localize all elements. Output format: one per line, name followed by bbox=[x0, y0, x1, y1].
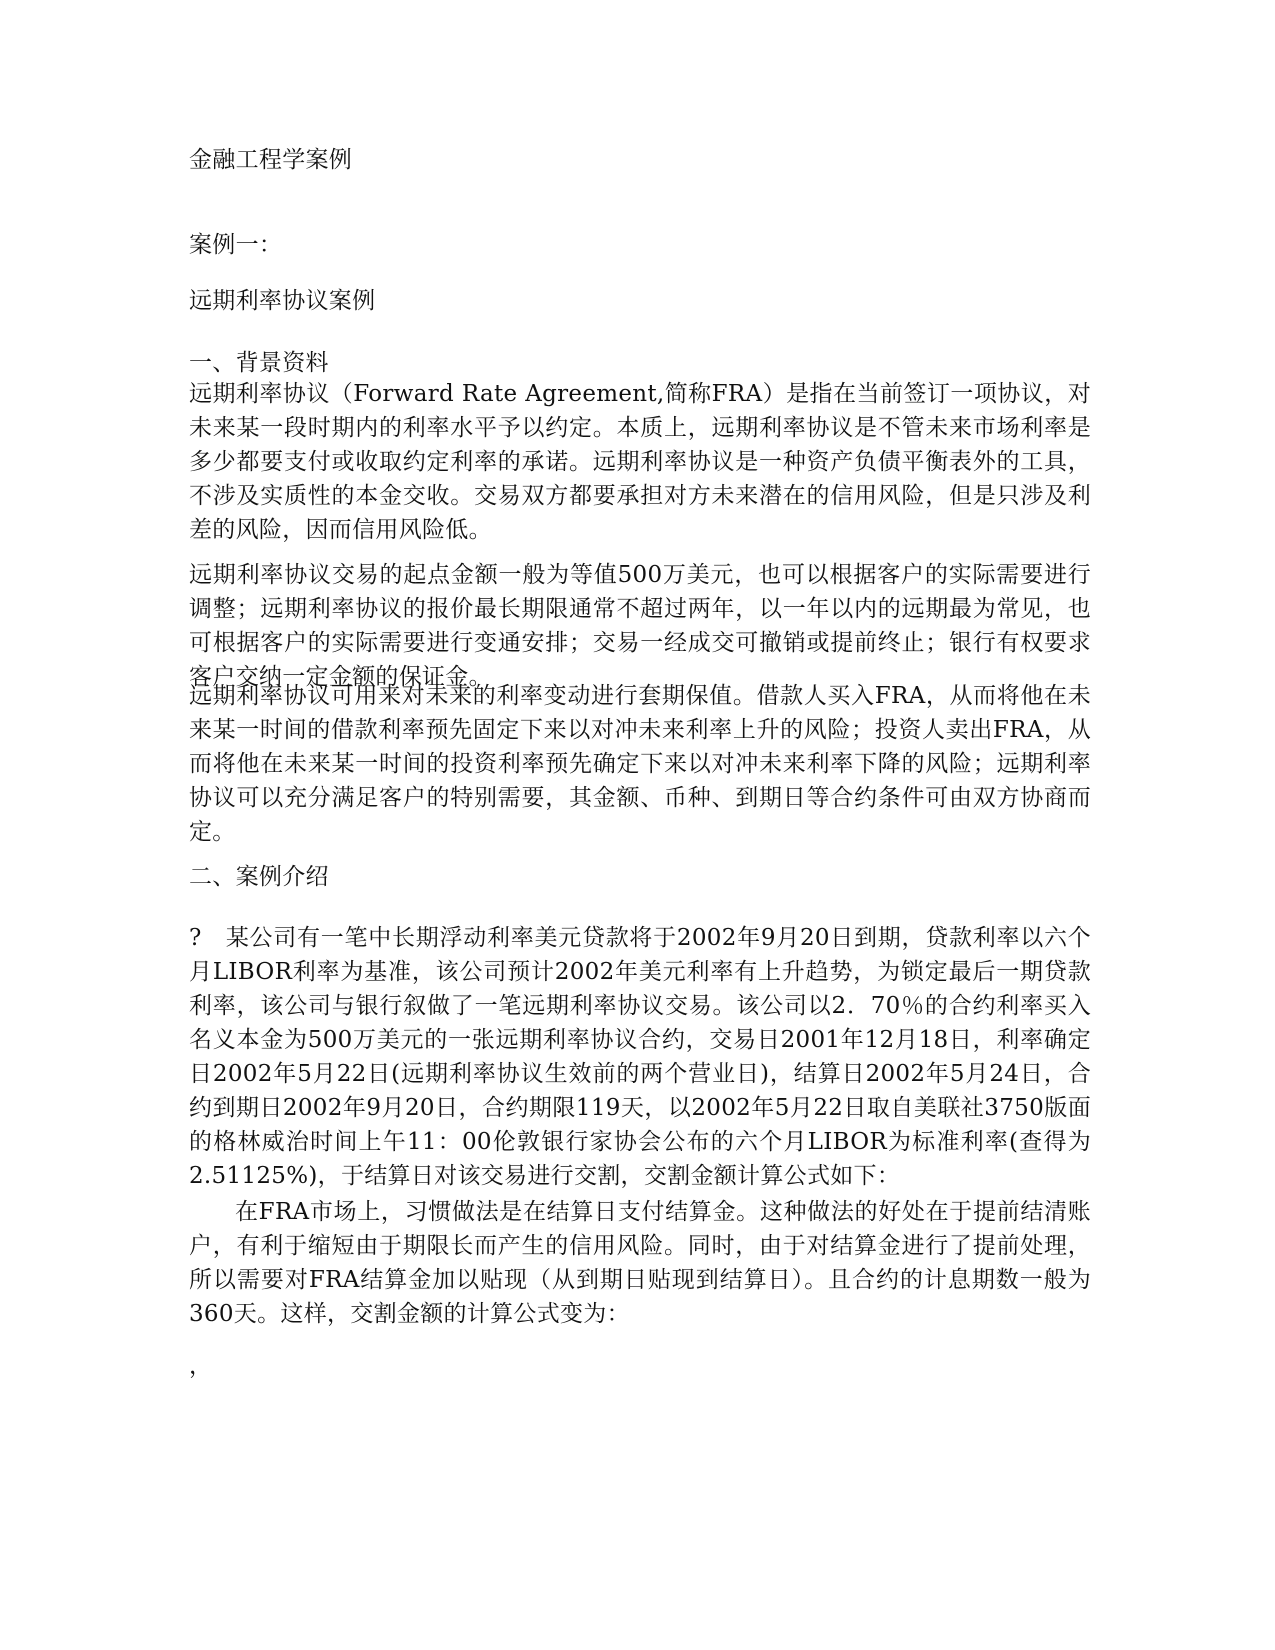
section-heading-background: 一、背景资料 bbox=[189, 350, 329, 376]
document-title: 金融工程学案例 bbox=[189, 147, 353, 173]
paragraph-settlement-practice: 在FRA市场上，习惯做法是在结算日支付结算金。这种做法的好处在于提前结清账户，有利于缩短由于期限长而产生的信用风险。同时，由于对结算金进行了提前处理，所以需要对FRA结算金加以贴现（从到期日贴现到结算日）。且合约的计息期数一般为360天。这样，交割金额的计算公式变为： bbox=[189, 1199, 1091, 1327]
case-title: 远期利率协议案例 bbox=[189, 288, 376, 314]
paragraph-trading-terms: 远期利率协议交易的起点金额一般为等值500万美元，也可以根据客户的实际需要进行调整；远期利率协议的报价最长期限通常不超过两年，以一年以内的远期最为常见，也可根据客户的实际需要进行变通安排；交易一经成交可撤销或提前终止；银行有权要求客户交纳一定金额的保证金。 bbox=[189, 562, 1091, 690]
paragraph-fra-definition: 远期利率协议（Forward Rate Agreement,简称FRA）是指在当前签订一项协议，对未来某一段时期内的利率水平予以约定。本质上，远期利率协议是不管未来市场利率是多少都要支付或收取约定利率的承诺。远期利率协议是一种资产负债平衡表外的工具，不涉及实质性的本金交收。交易双方都要承担对方未来潜在的信用风险，但是只涉及利差的风险，因而信用风险低。 bbox=[189, 381, 1091, 543]
case-label: 案例一： bbox=[189, 232, 283, 258]
trailing-comma: ， bbox=[189, 1353, 213, 1379]
section-heading-case-intro: 二、案例介绍 bbox=[189, 864, 329, 890]
paragraph-hedging-use: 远期利率协议可用来对未来的利率变动进行套期保值。借款人买入FRA，从而将他在未来某一时间的借款利率预先固定下来以对冲未来利率上升的风险；投资人卖出FRA，从而将他在未来某一时间的投资利率预先确定下来以对冲未来利率下降的风险；远期利率协议可以充分满足客户的特别需要，其金额、币种、到期日等合约条件可由双方协商而定。 bbox=[189, 683, 1091, 845]
paragraph-case-details: ? 某公司有一笔中长期浮动利率美元贷款将于2002年9月20日到期，贷款利率以六个月LIBOR利率为基准，该公司预计2002年美元利率有上升趋势，为锁定最后一期贷款利率，该公司与银行叙做了一笔远期利率协议交易。该公司以2．70％的合约利率买入名义本金为500万美元的一张远期利率协议合约，交易日2001年12月18日，利率确定日2002年5月22日(远期利率协议生效前的两个营业日)，结算日2002年5月24日，合约到期日2002年9月20日，合约期限119天，以2002年5月22日取自美联社3750版面的格林威治时间上午11：00伦敦银行家协会公布的六个月LIBOR为标准利率(查得为2.51125%)，于结算日对该交易进行交割，交割金额计算公式如下： bbox=[189, 925, 1091, 1189]
